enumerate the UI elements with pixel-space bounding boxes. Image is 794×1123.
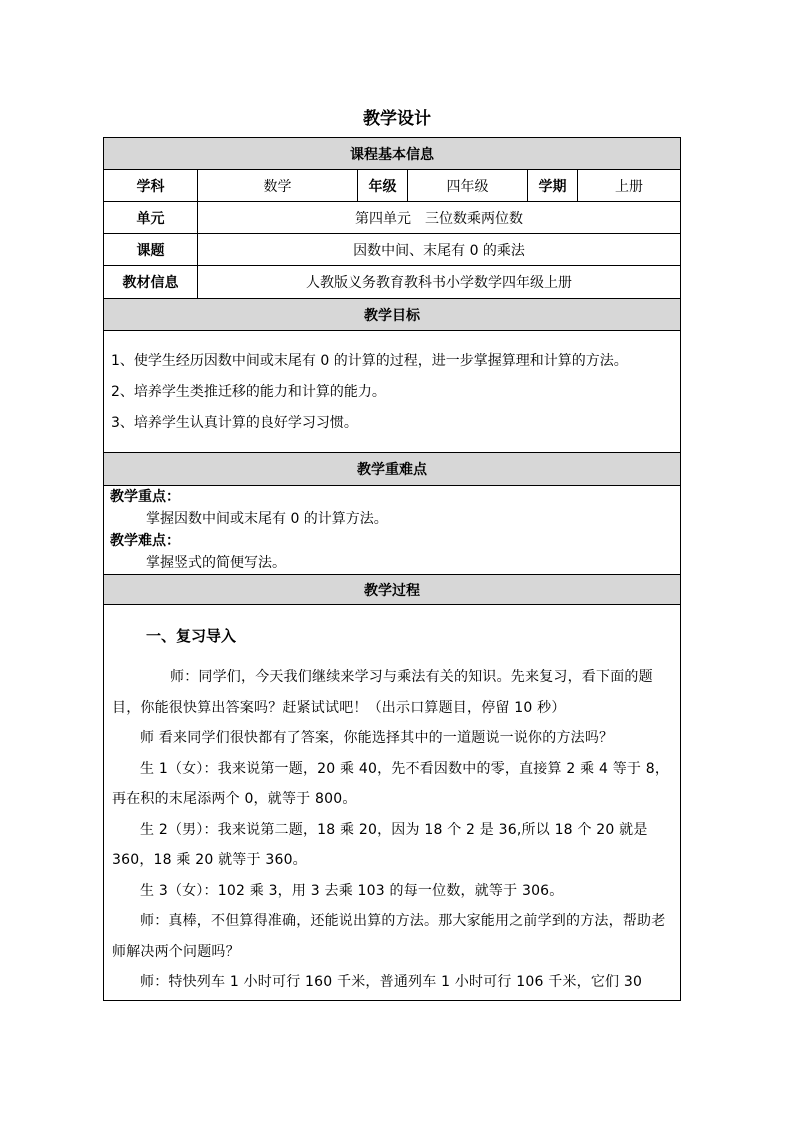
term-value: 上册 [578, 170, 681, 202]
process-paragraph: 师：特快列车 1 小时可行 160 千米，普通列车 1 小时可行 106 千米，它们 30 [140, 974, 643, 990]
term-label: 学期 [528, 170, 578, 202]
material-label: 教材信息 [104, 266, 198, 299]
goal-item: 1、使学生经历因数中间或末尾有 0 的计算的过程，进一步掌握算理和计算的方法。 [111, 352, 628, 369]
subject-label: 学科 [104, 170, 198, 202]
section-header-process: 教学过程 [104, 575, 681, 605]
subject-value: 数学 [198, 170, 358, 202]
section-header-key-points: 教学重难点 [104, 453, 681, 486]
process-paragraph: 师 看来同学们很快都有了答案，你能选择其中的一道题说一说你的方法吗？ [140, 730, 614, 746]
process-heading: 一、复习导入 [146, 627, 237, 645]
topic-label: 课题 [104, 234, 198, 266]
process-paragraph: 师：真棒，不但算得准确，还能说出算的方法。那大家能用之前学到的方法，帮助老师解决两个问题吗？ [112, 913, 666, 960]
grade-label: 年级 [358, 170, 408, 202]
goals-cell [104, 331, 681, 453]
lesson-plan-table [103, 137, 681, 1001]
topic-value: 因数中间、末尾有 0 的乘法 [198, 234, 681, 266]
difficulty-text: 掌握竖式的简便写法。 [146, 555, 286, 571]
section-header-basic-info: 课程基本信息 [104, 138, 681, 170]
section-header-goals: 教学目标 [104, 299, 681, 331]
key-point-label: 教学重点： [110, 489, 180, 505]
unit-value: 第四单元 三位数乘两位数 [198, 202, 681, 234]
process-paragraph: 生 1（女）：我来说第一题，20 乘 40，先不看因数中的零，直接算 2 乘 4 等于 8，再在积的末尾添两个 0，就等于 800。 [112, 760, 670, 807]
key-points-cell [104, 486, 681, 575]
process-paragraph: 师：同学们，今天我们继续来学习与乘法有关的知识。先来复习，看下面的题目，你能很快算出答案吗？赶紧试试吧！（出示口算题目，停留 10 秒） [112, 669, 653, 716]
process-paragraph: 生 2（男）：我来说第二题，18 乘 20，因为 18 个 2 是 36,所以 18 个 20 就是 360，18 乘 20 就等于 360。 [112, 821, 648, 868]
difficulty-label: 教学难点： [110, 533, 180, 549]
document-title: 教学设计 [363, 109, 431, 129]
material-value: 人教版义务教育教科书小学数学四年级上册 [198, 266, 681, 299]
goal-item: 3、培养学生认真计算的良好学习习惯。 [111, 414, 358, 431]
goal-item: 2、培养学生类推迁移的能力和计算的能力。 [111, 383, 386, 400]
grade-value: 四年级 [408, 170, 528, 202]
unit-label: 单元 [104, 202, 198, 234]
process-cell [104, 605, 681, 1001]
key-point-text: 掌握因数中间或末尾有 0 的计算方法。 [146, 511, 388, 527]
process-paragraph: 生 3（女）：102 乘 3，用 3 去乘 103 的每一位数，就等于 306。 [140, 882, 564, 899]
